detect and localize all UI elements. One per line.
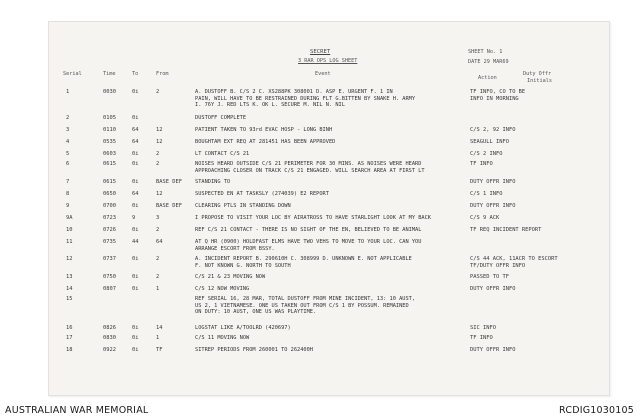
serial-cell: 7: [66, 179, 70, 185]
time-cell: 0700: [103, 203, 116, 209]
serial-cell: 18: [66, 347, 73, 353]
time-cell: 0615: [103, 161, 116, 167]
column-header-action: Action: [478, 75, 497, 81]
event-cell: AT Q HR (0900) HOLDFAST ELMS HAVE TWO VEHS TO MOVE TO YOUR LOC. CAN YOU: [195, 239, 422, 245]
sheet-date: DATE 29 MAR69: [468, 59, 509, 65]
from-cell: 12: [156, 139, 163, 145]
serial-cell: 16: [66, 325, 73, 331]
to-cell: 44: [132, 239, 139, 245]
action-cell: C/S 44 ACK, 11ACR TO ESCORT: [470, 256, 558, 262]
secret-marking: SECRET: [310, 49, 331, 55]
event-cell: US 2, 1 VIETNAMESE. ONE US TAKEN OUT FROM C/S 1 BY POSSUM. REMAINED: [195, 302, 409, 309]
serial-cell: 5: [66, 151, 70, 157]
to-cell: 0i: [132, 286, 139, 292]
time-cell: 0922: [103, 347, 116, 353]
serial-cell: 9A: [66, 215, 73, 221]
event-cell: SUSPECTED EN AT TASKSLY (274039) E2 REPORT: [195, 191, 329, 197]
action-cell: C/S 1 INFO: [470, 191, 503, 197]
time-cell: 0110: [103, 127, 116, 133]
event-cell: C/S 21 & 23 MOVING NOW: [195, 274, 266, 280]
action-cell: DUTY OFFR INFO: [470, 203, 516, 209]
event-cell: ON DUTY: 10 AUST, ONE US WAS PLAYTIME.: [195, 309, 317, 316]
footer-record-id: RCDIG1030105: [559, 405, 634, 416]
from-cell: TF: [156, 347, 163, 353]
from-cell: 2: [156, 151, 160, 157]
event-cell: ARRANGE ESCORT FROM BSSY.: [195, 245, 275, 252]
time-cell: 0723: [103, 215, 116, 221]
footer-archive-name: AUSTRALIAN WAR MEMORIAL: [5, 405, 149, 416]
to-cell: 0i: [132, 161, 139, 167]
serial-cell: 2: [66, 115, 70, 121]
event-cell: PAIN, WILL HAVE TO BE RESTRAINED DURING FLT G.BITTEN BY SNAKE H. ARMY: [195, 95, 416, 102]
serial-cell: 3: [66, 127, 70, 133]
to-cell: 0i: [132, 325, 139, 331]
action-cell: DUTY OFFR INFO: [470, 179, 516, 185]
action-cell: TF REQ INCIDENT REPORT: [470, 227, 542, 233]
event-cell: CLEARING PTLS IN STANDING DOWN: [195, 203, 291, 209]
event-cell: A. INCIDENT REPORT B. 290610H C. 308999 D. UNKNOWN E. NOT APPLICABLE: [195, 256, 412, 262]
serial-cell: 13: [66, 274, 73, 280]
time-cell: 0105: [103, 115, 116, 121]
event-cell: A. DUSTOFF B. C/S 2 C. XS288PK 308001 D. ASP E. URGENT F. 1 IN: [195, 89, 393, 95]
to-cell: 0i: [132, 151, 139, 157]
action-cell: C/S 2 INFO: [470, 151, 503, 157]
to-cell: 9: [132, 215, 136, 221]
event-cell: PATIENT TAKEN TO 93rd EVAC HOSP - LONG BINH: [195, 127, 333, 133]
to-cell: 0i: [132, 335, 139, 341]
event-cell: LOGSTAT LIKE A/TOOLRD (420697): [195, 325, 291, 331]
action-cell: C/S 9 ACK: [470, 215, 500, 221]
from-cell: 1: [156, 335, 160, 341]
serial-cell: 4: [66, 139, 70, 145]
from-cell: 1: [156, 286, 160, 292]
serial-cell: 14: [66, 286, 73, 292]
event-cell: APPROACHING CLOSER ON TRACK C/S 21 ENGAGED. WILL SEARCH AREA AT FIRST LT: [195, 167, 425, 174]
column-header-duty-offr: Duty Offr: [523, 71, 552, 77]
time-cell: 0826: [103, 325, 116, 331]
event-cell: I. 76Y J. RED LTS K. OK L. SECURE M. NIL N. NIL: [195, 102, 345, 109]
column-header-event: Event: [315, 71, 331, 77]
action-cell: TF INFO, CO TO BE: [470, 89, 526, 95]
column-header-initials: Initials: [527, 78, 552, 84]
from-cell: 2: [156, 161, 160, 167]
serial-cell: 12: [66, 256, 73, 262]
serial-cell: 15: [66, 296, 73, 302]
event-cell: LT CONTACT C/S 21: [195, 151, 250, 157]
to-cell: 0i: [132, 274, 139, 280]
from-cell: 12: [156, 191, 163, 197]
from-cell: 64: [156, 239, 163, 245]
to-cell: 0i: [132, 203, 139, 209]
event-cell: DUSTOFF COMPLETE: [195, 115, 247, 121]
from-cell: 12: [156, 127, 163, 133]
event-cell: BOUGHTAM EXT REQ AT 281451 HAS BEEN APPROVED: [195, 139, 336, 145]
to-cell: 0i: [132, 89, 139, 95]
event-cell: NOISES HEARD OUTSIDE C/S 21 PERIMETER FOR 30 MINS. AS NOISES WERE HEARD: [195, 161, 422, 167]
time-cell: 0650: [103, 191, 116, 197]
action-cell: TF/DUTY OFFR INFO: [470, 262, 526, 269]
log-title: 3 RAR OPS LOG SHEET: [298, 58, 358, 64]
time-cell: 0750: [103, 274, 116, 280]
to-cell: 0i: [132, 179, 139, 185]
column-header-serial: Serial: [63, 71, 82, 77]
event-cell: REF C/S 21 CONTACT - THERE IS NO SIGHT OF THE EN, BELIEVED TO BE ANIMAL: [195, 227, 422, 233]
action-cell: SIC INFO: [470, 325, 496, 331]
from-cell: 2: [156, 89, 160, 95]
to-cell: 64: [132, 191, 139, 197]
from-cell: 2: [156, 256, 160, 262]
time-cell: 0535: [103, 139, 116, 145]
time-cell: 0807: [103, 286, 116, 292]
column-header-from: From: [156, 71, 169, 77]
action-cell: C/S 2, 92 INFO: [470, 127, 516, 133]
to-cell: 64: [132, 139, 139, 145]
from-cell: 2: [156, 274, 160, 280]
serial-cell: 1: [66, 89, 70, 95]
action-cell: DUTY OFFR INFO: [470, 286, 516, 292]
serial-cell: 6: [66, 161, 70, 167]
time-cell: 0735: [103, 239, 116, 245]
action-cell: DUTY OFFR INFO: [470, 347, 516, 353]
to-cell: 0i: [132, 347, 139, 353]
from-cell: 3: [156, 215, 160, 221]
to-cell: 0i: [132, 256, 139, 262]
serial-cell: 8: [66, 191, 70, 197]
event-cell: SITREP PERIODS FROM 260001 TO 262400H: [195, 347, 313, 353]
time-cell: 0830: [103, 335, 116, 341]
serial-cell: 10: [66, 227, 73, 233]
from-cell: 2: [156, 227, 160, 233]
event-cell: F. NOT KNOWN G. NORTH TO SOUTH: [195, 262, 291, 269]
action-cell: PASSED TO TF: [470, 274, 509, 280]
event-cell: STANDING TO: [195, 179, 231, 185]
to-cell: 0i: [132, 115, 139, 121]
time-cell: 0603: [103, 151, 116, 157]
time-cell: 0737: [103, 256, 116, 262]
column-header-time: Time: [103, 71, 116, 77]
action-cell: SEAGULL INFO: [470, 139, 509, 145]
event-cell: C/S 12 NOW MOVING: [195, 286, 250, 292]
sheet-number: SHEET No. 1: [468, 49, 503, 55]
to-cell: 0i: [132, 227, 139, 233]
event-cell: I PROPOSE TO VISIT YOUR LOC BY AIRATROSS TO HAVE STARLIGHT LOOK AT MY BACK: [195, 215, 431, 221]
column-header-to: To: [132, 71, 139, 77]
action-cell: INFO IN MORNING: [470, 95, 519, 102]
event-cell: REF SERIAL 16, 28 MAR, TOTAL DUSTOFF FROM MINE INCIDENT, 13: 10 AUST,: [195, 296, 416, 302]
serial-cell: 9: [66, 203, 70, 209]
from-cell: BASE DEF: [156, 203, 182, 209]
from-cell: 14: [156, 325, 163, 331]
from-cell: BASE DEF: [156, 179, 182, 185]
event-cell: C/S 11 MOVING NOW: [195, 335, 250, 341]
serial-cell: 17: [66, 335, 73, 341]
serial-cell: 11: [66, 239, 73, 245]
time-cell: 0030: [103, 89, 116, 95]
to-cell: 64: [132, 127, 139, 133]
time-cell: 0615: [103, 179, 116, 185]
action-cell: TF INFO: [470, 161, 493, 167]
time-cell: 0726: [103, 227, 116, 233]
action-cell: TF INFO: [470, 335, 493, 341]
